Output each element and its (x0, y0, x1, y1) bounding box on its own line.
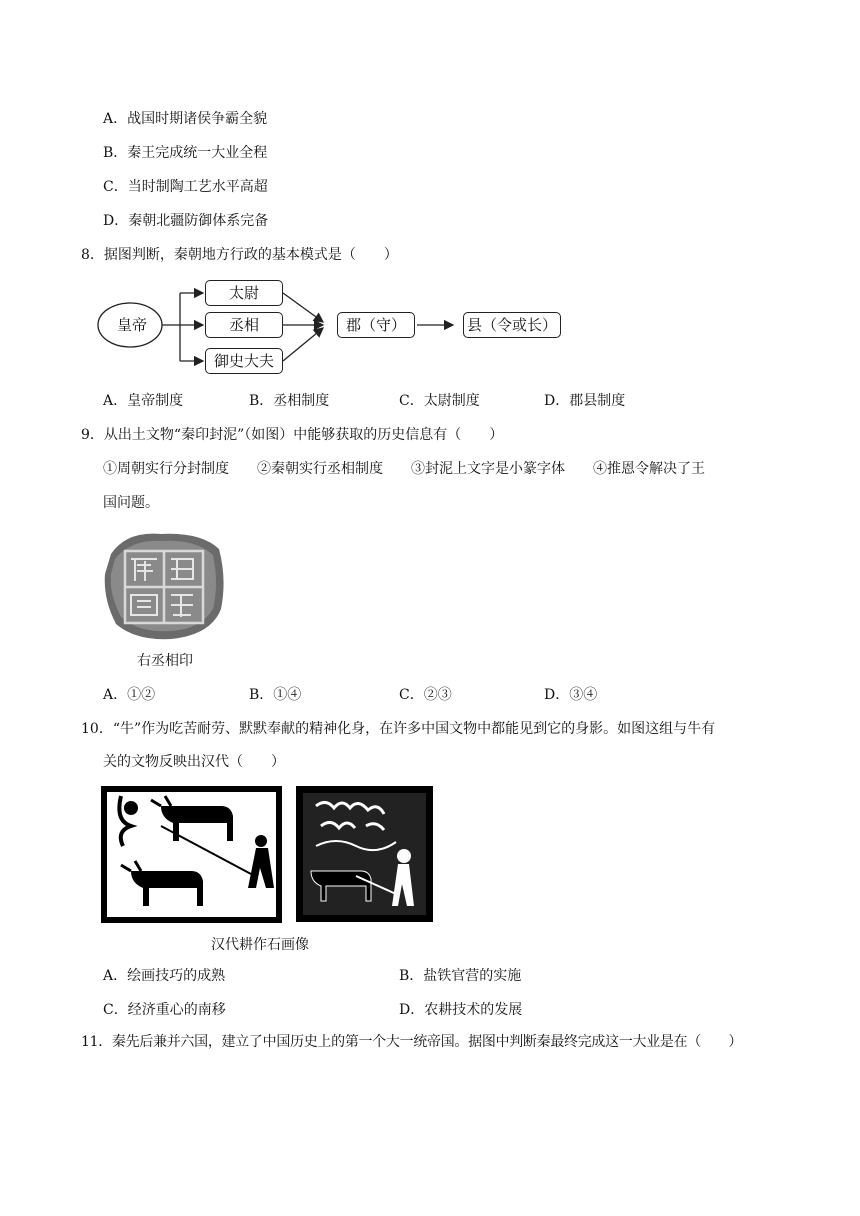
q7-option-b: B．秦王完成统一大业全程 (103, 145, 268, 161)
commandery-box: 郡（守） (337, 312, 415, 338)
q9-stem: 9．从出土文物“秦印封泥”（如图）中能够获取的历史信息有（ ） (81, 427, 504, 443)
q10-stem-line1: 10．“牛”作为吃苦耐劳、默默奉献的精神化身，在许多中国文物中都能见到它的身影。如图这组与牛有 (81, 721, 716, 737)
q8-option-c: C．太尉制度 (399, 393, 480, 409)
county-box: 县（令或长） (463, 312, 561, 338)
q9-option-d: D．③④ (544, 687, 598, 703)
stone-relief-image-right (296, 786, 433, 922)
q8-option-d: D．郡县制度 (544, 393, 626, 409)
q10-option-b: B．盐铁官营的实施 (399, 968, 522, 984)
official-chengxiang: 丞相 (205, 312, 283, 338)
q9-image-caption: 右丞相印 (137, 653, 193, 669)
q7-option-d: D．秦朝北疆防御体系完备 (103, 213, 269, 229)
official-taiwei: 太尉 (205, 280, 283, 306)
emperor-label: 皇帝 (116, 316, 147, 334)
q8-option-b: B．丞相制度 (249, 393, 330, 409)
q9-option-a: A．①② (103, 687, 156, 703)
q7-option-a: A．战国时期诸侯争霸全貌 (103, 111, 268, 127)
official-yushidafu: 御史大夫 (205, 348, 283, 374)
q9-statements-line2: 国问题。 (103, 495, 159, 511)
q11-stem: 11．秦先后兼并六国，建立了中国历史上的第一个大一统帝国。据图中判断秦最终完成这一大业是在（ ） (81, 1034, 743, 1050)
q10-option-a: A．绘画技巧的成熟 (103, 968, 226, 984)
q9-option-b: B．①④ (249, 687, 302, 703)
q8-option-a: A．皇帝制度 (103, 393, 184, 409)
q7-option-c: C．当时制陶工艺水平高超 (103, 179, 268, 195)
q8-stem: 8．据图判断，秦朝地方行政的基本模式是（ ） (81, 247, 398, 263)
q10-stem-line2: 关的文物反映出汉代（ ） (103, 754, 285, 770)
q10-option-c: C．经济重心的南移 (103, 1002, 226, 1018)
stone-relief-image-left (101, 786, 282, 923)
q9-statements-line1: ①周朝实行分封制度 ②秦朝实行丞相制度 ③封泥上文字是小篆字体 ④推恩令解决了王 (103, 461, 705, 477)
q10-image-caption: 汉代耕作石画像 (211, 937, 309, 953)
q10-option-d: D．农耕技术的发展 (399, 1002, 523, 1018)
seal-clay-image (101, 529, 227, 641)
q9-option-c: C．②③ (399, 687, 452, 703)
